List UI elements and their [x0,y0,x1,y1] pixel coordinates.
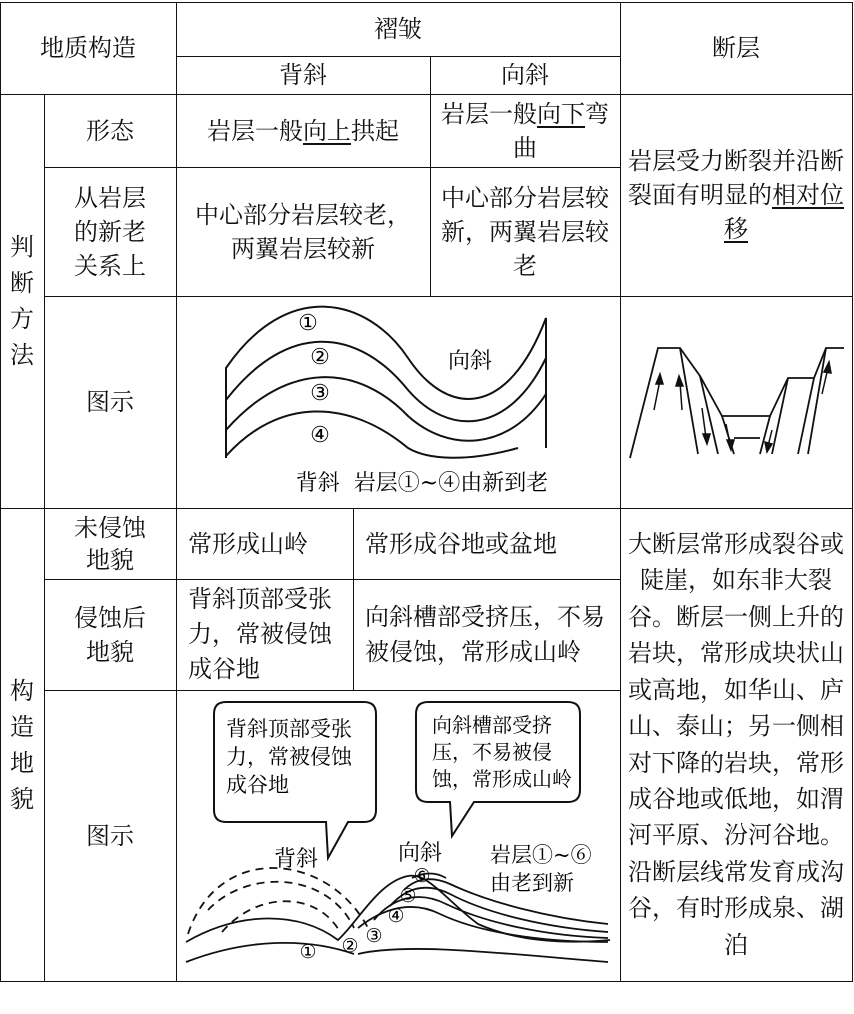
row-label-diagram-landform: 图示 [86,821,134,850]
fault-landform-text: 大断层常形成裂谷或陡崖，如东非大裂谷。断层一侧上升的岩块，常形成块状山或高地，如华山、庐山、泰山；另一侧相对下降的岩块，常形成谷地或低地，如渭河平原、汾河谷地。沿断层线常发育成沟谷，有时形成泉、湖泊 [628,530,844,959]
section-judge-method: 判断方法 [10,233,34,369]
uneroded-anticline: 常形成山岭 [188,529,308,558]
eroded-syncline: 向斜槽部受挤压，不易被侵蚀，常形成山岭 [365,602,605,666]
section-landform: 构造地貌 [10,676,34,813]
row-label-diagram-judge: 图示 [86,388,134,416]
row-label-eroded: 侵蚀后地貌 [74,603,146,666]
landform-anticline-label: 背斜 [273,847,319,872]
header-fault: 断层 [712,34,760,62]
header-syncline: 向斜 [501,61,549,89]
fault-block-outline [630,348,844,458]
fault-judge-text-pre: 岩层受力断裂并沿断裂面有明显的 [628,147,844,209]
shape-anticline-post: 拱起 [351,116,399,145]
header-anticline: 背斜 [279,61,327,89]
landform-order-line-1: 岩层①~⑥ [490,843,592,867]
landform-layer-2: ② [341,935,359,957]
header-geo-structure: 地质构造 [40,34,136,62]
fold-caption: 背斜 岩层①~④由新到老 [295,471,549,496]
landform-layer-6: ⑥ [413,865,431,887]
bubble-anticline-line-1: 背斜顶部受张 [226,717,352,741]
fold-layer-line [226,342,546,422]
bubble-syncline-line-3: 蚀，常形成山岭 [432,767,572,791]
fold-layer-line [226,411,518,457]
fold-layer-2: ② [310,345,330,370]
shape-syncline-underlined: 向下 [537,99,585,128]
fold-layer-4: ④ [310,423,330,448]
fold-layer-3: ③ [310,381,330,406]
shape-syncline [430,94,620,167]
landform-layer-4: ④ [387,905,405,927]
row-label-uneroded: 未侵蚀地貌 [74,513,146,574]
shape-anticline [176,94,430,167]
fault-judge-text [620,94,852,296]
eroded-layer-dashed [222,901,340,932]
fault-judge-text-underlined: 相对位移 [724,181,844,243]
landform-syncline-label: 向斜 [397,841,443,866]
bubble-anticline-line-3: 成谷地 [226,773,289,797]
landform-layer-line [186,943,354,962]
fold-diagram [178,298,618,506]
shape-syncline-pre: 岩层一般 [441,99,537,128]
eroded-layer-dashed [208,882,354,928]
age-anticline: 中心部分岩层较老，两翼岩层较新 [195,200,411,263]
row-label-shape: 形态 [86,116,134,145]
landform-layer-3: ③ [365,925,383,947]
header-fold: 褶皱 [374,15,422,43]
fold-layer-1: ① [298,311,318,336]
uneroded-syncline: 常形成谷地或盆地 [365,529,557,558]
landform-layer-1: ① [299,941,317,963]
shape-syncline-post: 弯曲 [513,99,609,162]
landform-layer-5: ⑤ [399,885,417,907]
eroded-anticline: 背斜顶部受张力，常被侵蚀成谷地 [188,585,332,683]
row-label-age: 从岩层的新老关系上 [74,183,146,280]
eroded-layer-dashed [188,868,368,934]
shape-anticline-underlined: 向上 [303,116,351,145]
fold-syncline-label: 向斜 [447,349,493,374]
shape-anticline-pre: 岩层一般 [207,116,303,145]
landform-order-line-2: 由老到新 [490,871,574,895]
age-syncline: 中心部分岩层较新，两翼岩层较老 [441,183,609,280]
bubble-syncline-line-2: 压，不易被侵 [432,740,552,764]
bubble-anticline-line-2: 力，常被侵蚀 [226,745,352,769]
landform-diagram [178,692,618,979]
landform-layer-line [358,949,608,962]
bubble-syncline-line-1: 向斜槽部受挤 [432,713,552,737]
fault-diagram [622,298,850,506]
